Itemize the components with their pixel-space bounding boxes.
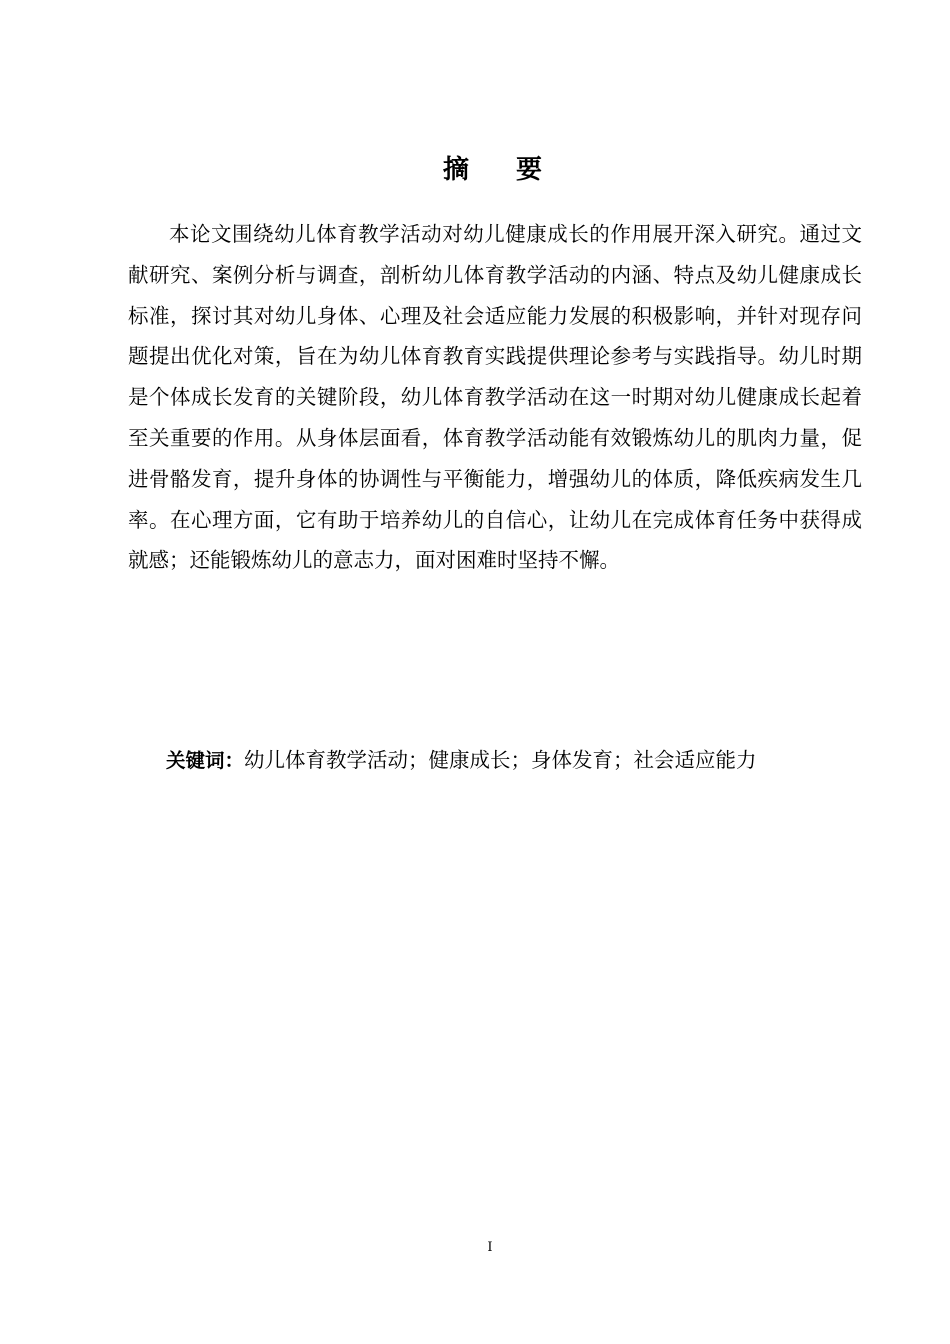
keywords-line — [166, 740, 866, 781]
abstract-paragraph: 本论文围绕幼儿体育教学活动对幼儿健康成长的作用展开深入研究。通过文献研究、案例分析与调查，剖析幼儿体育教学活动的内涵、特点及幼儿健康成长标准，探讨其对幼儿身体、心理及社会适应能力发展的积极影响，并针对现存问题提出优化对策，旨在为幼儿体育教育实践提供理论参考与实践指导。幼儿时期是个体成长发育的关键阶段，幼儿体育教学活动在这一时期对幼儿健康成长起着至关重要的作用。从身体层面看，体育教学活动能有效锻炼幼儿的肌肉力量，促进骨骼发育，提升身体的协调性与平衡能力，增强幼儿的体质，降低疾病发生几率。在心理方面，它有助于培养幼儿的自信心，让幼儿在完成体育任务中获得成就感；还能锻炼幼儿的意志力，面对困难时坚持不懈。 — [128, 222, 862, 573]
page-number: I — [487, 1240, 493, 1255]
abstract-title — [0, 150, 950, 190]
title-char-2: 要 — [516, 155, 544, 185]
title-char-1: 摘 — [442, 155, 470, 185]
keywords-text: 幼儿体育教学活动；健康成长；身体发育；社会适应能力 — [244, 748, 757, 772]
keywords-label: 关键词： — [166, 749, 245, 772]
